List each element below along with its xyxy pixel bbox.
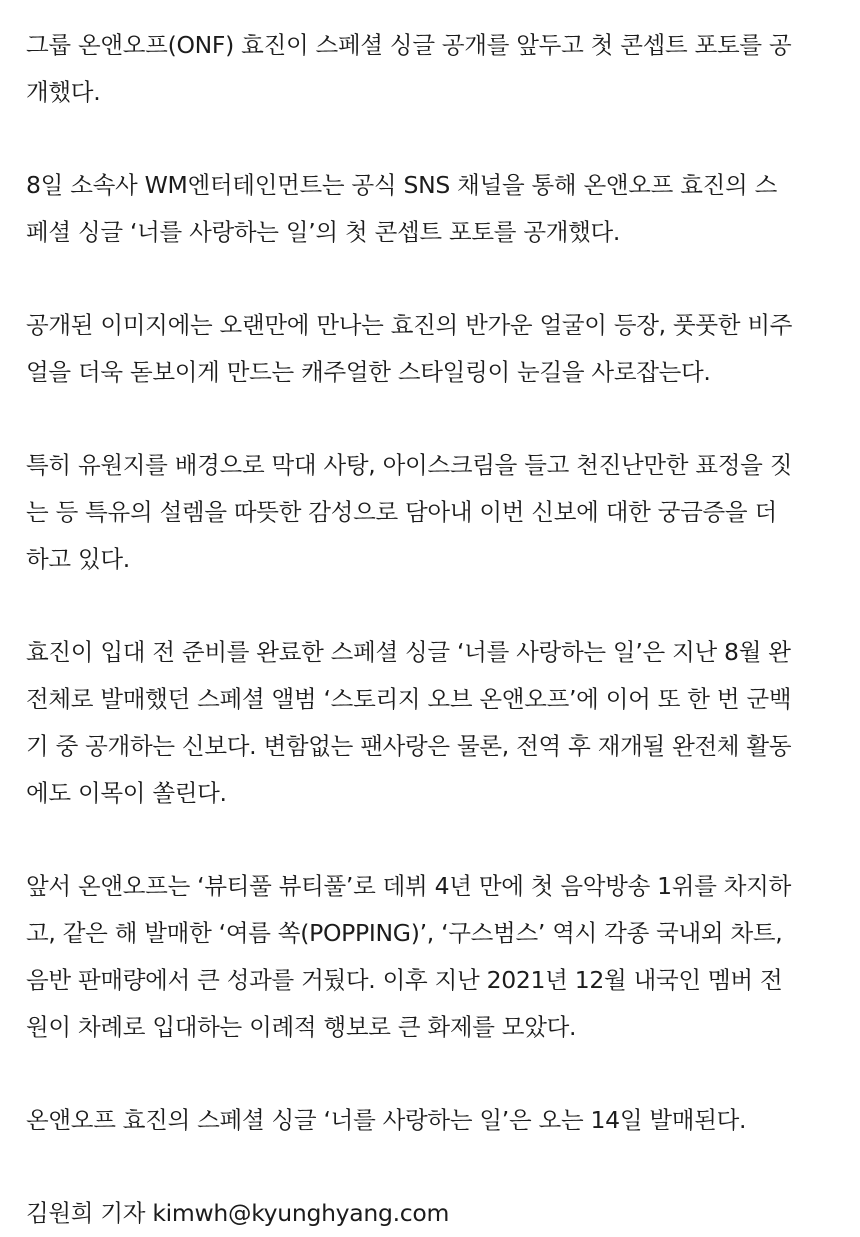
text-line: 8일 소속사 WM엔터테인먼트는 공식 SNS 채널을 통해 온앤오프 효진의 스 — [26, 171, 778, 199]
text-line: 공개된 이미지에는 오랜만에 만나는 효진의 반가운 얼굴이 등장, 풋풋한 비주 — [26, 311, 793, 339]
text-line: 개했다. — [26, 78, 101, 106]
paragraph-2 — [26, 162, 820, 256]
paragraph-7 — [26, 1097, 820, 1144]
paragraph-gap — [26, 256, 820, 302]
text-line: 에도 이목이 쏠린다. — [26, 779, 227, 807]
text-line: 효진이 입대 전 준비를 완료한 스페셜 싱글 ‘너를 사랑하는 일’은 지난 8월 완 — [26, 638, 791, 666]
paragraph-gap — [26, 396, 820, 442]
paragraph-6 — [26, 863, 820, 1051]
text-line: 페셜 싱글 ‘너를 사랑하는 일’의 첫 콘셉트 포토를 공개했다. — [26, 218, 621, 246]
text-line: 온앤오프 효진의 스페셜 싱글 ‘너를 사랑하는 일’은 오는 14일 발매된다. — [26, 1106, 747, 1134]
text-line: 전체로 발매했던 스페셜 앨범 ‘스토리지 오브 온앤오프’에 이어 또 한 번 군백 — [26, 685, 792, 713]
paragraph-gap — [26, 1144, 820, 1190]
paragraph-3 — [26, 302, 820, 396]
paragraph-4 — [26, 442, 820, 583]
text-line: 하고 있다. — [26, 545, 130, 573]
text-line: 특히 유원지를 배경으로 막대 사탕, 아이스크림을 들고 천진난만한 표정을 짓 — [26, 451, 793, 479]
text-line: 는 등 특유의 설렘을 따뜻한 감성으로 담아내 이번 신보에 대한 궁금증을 더 — [26, 498, 777, 526]
text-line: 앞서 온앤오프는 ‘뷰티풀 뷰티풀’로 데뷔 4년 만에 첫 음악방송 1위를 차지하 — [26, 872, 791, 900]
paragraph-1 — [26, 22, 820, 116]
text-line: 그룹 온앤오프(ONF) 효진이 스페셜 싱글 공개를 앞두고 첫 콘셉트 포토를 공 — [26, 31, 792, 59]
text-line: 기 중 공개하는 신보다. 변함없는 팬사랑은 물론, 전역 후 재개될 완전체 활동 — [26, 732, 792, 760]
text-line: 음반 판매량에서 큰 성과를 거뒀다. 이후 지난 2021년 12월 내국인 멤버 전 — [26, 966, 783, 994]
text-line: 얼을 더욱 돋보이게 만드는 캐주얼한 스타일링이 눈길을 사로잡는다. — [26, 358, 711, 386]
paragraph-gap — [26, 583, 820, 629]
paragraph-gap — [26, 116, 820, 162]
paragraph-gap — [26, 1051, 820, 1097]
paragraph-5 — [26, 629, 820, 817]
paragraph-gap — [26, 817, 820, 863]
text-line: 고, 같은 해 발매한 ‘여름 쏙(POPPING)’, ‘구스범스’ 역시 각종 국내외 차트, — [26, 919, 783, 947]
text-line: 원이 차례로 입대하는 이례적 행보로 큰 화제를 모았다. — [26, 1013, 577, 1041]
reporter-byline: 김원희 기자 kimwh@kyunghyang.com — [26, 1199, 450, 1227]
